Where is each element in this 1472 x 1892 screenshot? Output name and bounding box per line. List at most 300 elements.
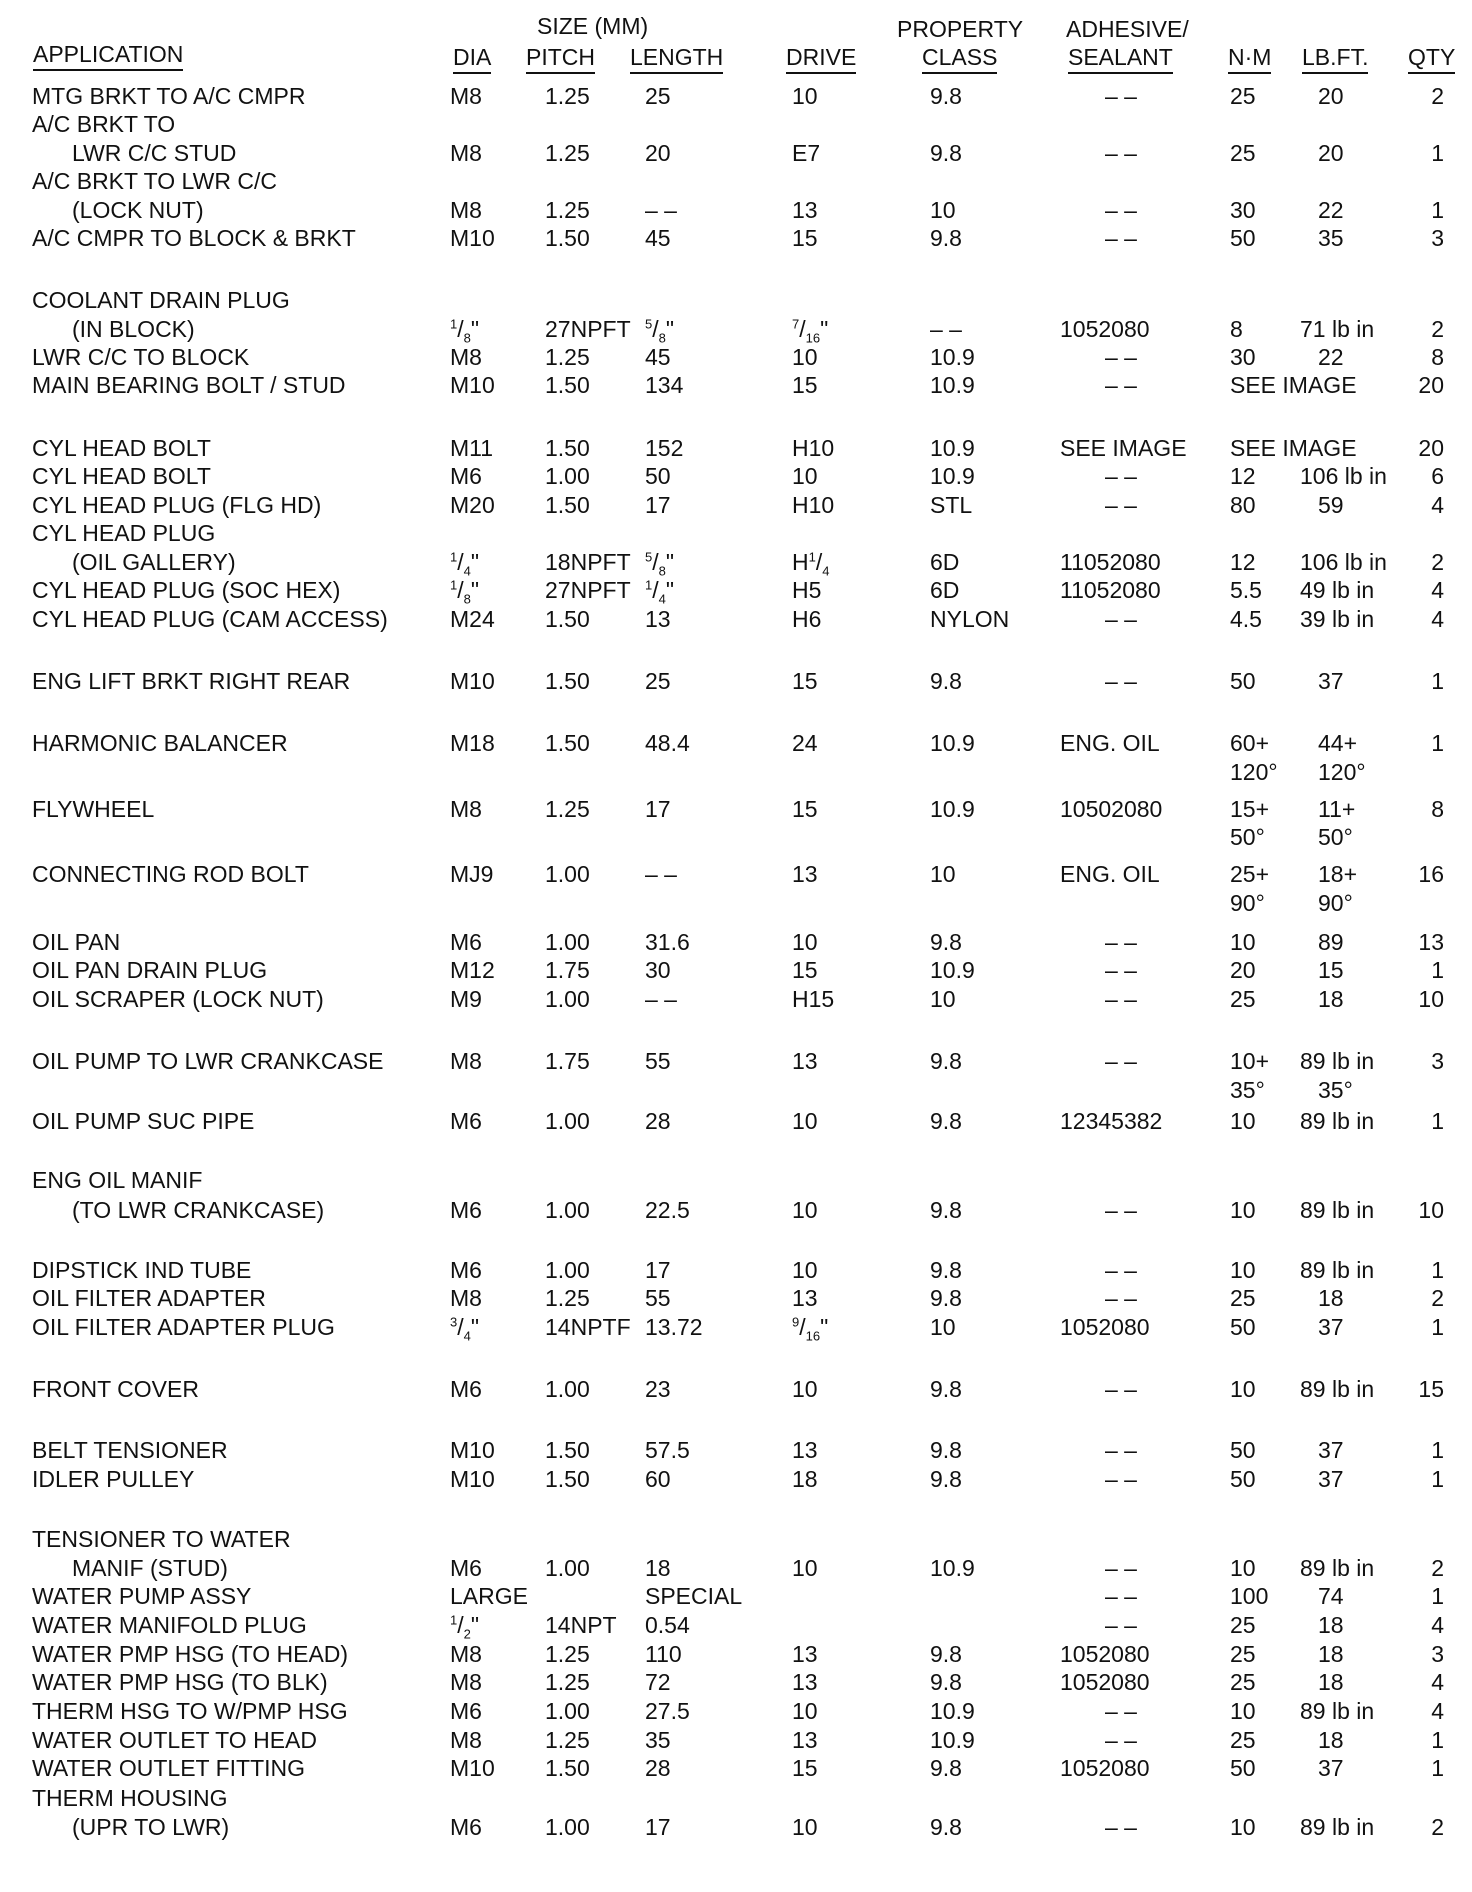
qty-cell: 4 [1431, 1669, 1444, 1695]
dia-cell-inch-mark: " [470, 577, 480, 603]
property-class-cell: 9.8 [930, 1376, 962, 1402]
application-cell: WATER OUTLET FITTING [32, 1755, 306, 1781]
pitch-cell: 1.75 [545, 1048, 590, 1074]
adhesive-sealant-cell: – – [1105, 344, 1137, 370]
application-cell: FLYWHEEL [32, 796, 155, 822]
qty-cell: 6 [1431, 463, 1444, 489]
application-cell: WATER PMP HSG (TO HEAD) [32, 1641, 349, 1667]
dia-cell-inch-mark: " [470, 1612, 480, 1638]
drive-cell: 10 [792, 1698, 818, 1724]
drive-cell-numerator: 9 [792, 1314, 800, 1330]
length-cell: 17 [645, 796, 671, 822]
dia-cell-inch-mark: " [470, 1314, 480, 1340]
lbft-cell: 71 lb in [1300, 316, 1375, 342]
application-cell: MTG BRKT TO A/C CMPR [32, 83, 306, 109]
qty-cell: 10 [1418, 1197, 1444, 1223]
lbft-cell: 37 [1318, 1466, 1344, 1492]
nm-heading: N·M [1228, 43, 1271, 74]
length-cell [645, 548, 675, 579]
nm-cell: 12 [1230, 463, 1256, 489]
lbft-cell: 50° [1318, 824, 1353, 850]
nm-cell: 15+ [1230, 796, 1270, 822]
dia-cell [450, 1313, 480, 1344]
lbft-cell: 18 [1318, 986, 1344, 1012]
drive-cell: 10 [792, 929, 818, 955]
application-cell: OIL FILTER ADAPTER [32, 1285, 266, 1311]
length-cell: 45 [645, 225, 671, 251]
pitch-heading: PITCH [526, 43, 595, 74]
nm-cell: 25 [1230, 1727, 1256, 1753]
qty-cell: 1 [1431, 1314, 1444, 1340]
adhesive-sealant-cell: 1052080 [1060, 1669, 1150, 1695]
application-heading: APPLICATION [33, 40, 183, 71]
length-cell: 20 [645, 140, 671, 166]
property-class-cell: 9.8 [930, 1466, 962, 1492]
application-cell: WATER PMP HSG (TO BLK) [32, 1669, 328, 1695]
nm-cell: 25 [1230, 986, 1256, 1012]
lbft-cell: 89 lb in [1300, 1197, 1375, 1223]
application-cell: OIL FILTER ADAPTER PLUG [32, 1314, 335, 1340]
nm-cell: 100 [1230, 1583, 1269, 1609]
lbft-cell: 89 lb in [1300, 1555, 1375, 1581]
lbft-cell: 44+ [1318, 730, 1358, 756]
drive-cell: H10 [792, 435, 835, 461]
length-cell: – – [645, 986, 677, 1012]
property-class-cell: 6D [930, 577, 960, 603]
property-class-cell: 9.8 [930, 83, 962, 109]
lbft-cell: 20 [1318, 140, 1344, 166]
drive-cell: 15 [792, 225, 818, 251]
property-class-cell: 10.9 [930, 435, 975, 461]
pitch-cell: 1.50 [545, 1437, 590, 1463]
qty-cell: 4 [1431, 606, 1444, 632]
application-cell: WATER OUTLET TO HEAD [32, 1727, 317, 1753]
lbft-cell: 89 [1318, 929, 1344, 955]
qty-cell: 1 [1431, 1466, 1444, 1492]
nm-cell: 25 [1230, 1669, 1256, 1695]
pitch-cell: 1.50 [545, 435, 590, 461]
dia-cell: LARGE [450, 1583, 528, 1609]
property-class-heading-line1: PROPERTY [897, 16, 1024, 42]
length-cell-denominator: 8 [658, 563, 666, 579]
application-cell: CYL HEAD PLUG (CAM ACCESS) [32, 606, 388, 632]
lbft-heading: LB.FT. [1302, 43, 1368, 74]
qty-cell: 1 [1431, 1108, 1444, 1134]
length-cell: 50 [645, 463, 671, 489]
length-cell: 152 [645, 435, 684, 461]
length-cell: 57.5 [645, 1437, 690, 1463]
property-class-cell: 9.8 [930, 668, 962, 694]
size-group-heading: SIZE (MM) [537, 13, 649, 39]
lbft-cell: 89 lb in [1300, 1814, 1375, 1840]
length-cell: 25 [645, 83, 671, 109]
dia-cell: M12 [450, 957, 495, 983]
length-cell: 35 [645, 1727, 671, 1753]
pitch-cell: 1.00 [545, 929, 590, 955]
qty-cell: 4 [1431, 492, 1444, 518]
nm-cell: 90° [1230, 890, 1265, 916]
qty-cell: 2 [1431, 1285, 1444, 1311]
dia-cell-numerator: 1 [450, 549, 458, 565]
nm-cell: 25 [1230, 83, 1256, 109]
adhesive-sealant-cell: – – [1105, 1583, 1137, 1609]
length-cell: 17 [645, 1814, 671, 1840]
nm-cell: 25+ [1230, 861, 1270, 887]
lbft-cell: 11+ [1318, 796, 1356, 822]
nm-cell: 20 [1230, 957, 1256, 983]
application-cell: WATER PUMP ASSY [32, 1583, 252, 1609]
length-cell-slash: / [652, 316, 659, 342]
application-cell: TENSIONER TO WATER [32, 1526, 291, 1552]
length-cell: 25 [645, 668, 671, 694]
application-cell: COOLANT DRAIN PLUG [32, 287, 290, 313]
property-class-cell: STL [930, 492, 973, 518]
drive-cell [792, 548, 830, 579]
dia-cell: M6 [450, 1197, 482, 1223]
drive-cell: 13 [792, 1285, 818, 1311]
property-class-cell: 10.9 [930, 344, 975, 370]
lbft-cell: 59 [1318, 492, 1344, 518]
property-class-cell: 9.8 [930, 1437, 962, 1463]
application-cell: BELT TENSIONER [32, 1437, 228, 1463]
length-cell: 22.5 [645, 1197, 690, 1223]
adhesive-sealant-cell: – – [1105, 606, 1137, 632]
dia-cell: M6 [450, 929, 482, 955]
adhesive-sealant-cell: – – [1105, 1285, 1137, 1311]
lbft-cell: 120° [1318, 759, 1366, 785]
adhesive-sealant-cell: – – [1105, 1197, 1137, 1223]
length-cell: 55 [645, 1048, 671, 1074]
pitch-cell: 1.00 [545, 1698, 590, 1724]
dia-cell: M11 [450, 435, 494, 461]
adhesive-sealant-cell: – – [1105, 1437, 1137, 1463]
pitch-cell: 1.00 [545, 861, 590, 887]
lbft-cell: 18 [1318, 1727, 1344, 1753]
lbft-cell: 18 [1318, 1641, 1344, 1667]
adhesive-sealant-cell: 11052080 [1060, 549, 1161, 575]
lbft-cell: 89 lb in [1300, 1108, 1375, 1134]
property-class-cell: NYLON [930, 606, 1010, 632]
application-cell: CONNECTING ROD BOLT [32, 861, 309, 887]
nm-cell: 10 [1230, 1257, 1256, 1283]
drive-cell: H6 [792, 606, 822, 632]
adhesive-sealant-cell: – – [1105, 1466, 1137, 1492]
application-cell: A/C BRKT TO LWR C/C [32, 168, 277, 194]
qty-cell: 1 [1431, 1437, 1444, 1463]
qty-cell: 2 [1431, 1814, 1444, 1840]
drive-cell-prefix: H [792, 549, 809, 575]
property-class-cell: 10 [930, 1314, 956, 1340]
property-class-cell: 9.8 [930, 929, 962, 955]
dia-cell: M10 [450, 225, 495, 251]
nm-cell: 10 [1230, 1376, 1256, 1402]
property-class-cell: 10.9 [930, 463, 975, 489]
drive-cell-numerator: 1 [808, 549, 816, 565]
pitch-cell: 14NPT [545, 1612, 617, 1638]
nm-cell: 10 [1230, 1698, 1256, 1724]
drive-cell [792, 315, 829, 346]
lbft-cell: 22 [1318, 197, 1344, 223]
dia-cell: M8 [450, 1048, 482, 1074]
nm-cell: 25 [1230, 1641, 1256, 1667]
length-cell: 27.5 [645, 1698, 690, 1724]
adhesive-heading-line1: ADHESIVE/ [1066, 16, 1189, 42]
application-cell: CYL HEAD BOLT [32, 435, 211, 461]
nm-cell: 80 [1230, 492, 1256, 518]
qty-cell: 3 [1431, 225, 1444, 251]
qty-cell: 15 [1418, 1376, 1444, 1402]
length-cell: 18 [645, 1555, 671, 1581]
nm-cell: 10 [1230, 1555, 1256, 1581]
dia-cell: M6 [450, 1257, 482, 1283]
lbft-cell: 37 [1318, 1437, 1344, 1463]
nm-cell: 5.5 [1230, 577, 1262, 603]
adhesive-sealant-cell: – – [1105, 1376, 1137, 1402]
lbft-cell: 89 lb in [1300, 1257, 1375, 1283]
drive-cell: 10 [792, 1197, 818, 1223]
length-cell: 13.72 [645, 1314, 703, 1340]
length-cell: 31.6 [645, 929, 690, 955]
pitch-cell: 1.00 [545, 1814, 590, 1840]
lbft-cell: 18+ [1318, 861, 1358, 887]
drive-cell: 18 [792, 1466, 818, 1492]
drive-cell-numerator: 7 [792, 316, 800, 332]
length-cell: 134 [645, 372, 684, 398]
drive-cell: 10 [792, 1108, 818, 1134]
property-class-cell: 10.9 [930, 957, 975, 983]
pitch-cell: 1.25 [545, 344, 590, 370]
application-cell: CYL HEAD PLUG [32, 520, 216, 546]
pitch-cell: 1.00 [545, 1555, 590, 1581]
dia-cell-slash: / [457, 1612, 464, 1638]
lbft-cell: 18 [1318, 1612, 1344, 1638]
adhesive-sealant-cell: – – [1105, 463, 1137, 489]
dia-cell: M6 [450, 1108, 482, 1134]
nm-cell: 30 [1230, 344, 1256, 370]
length-cell: – – [645, 197, 677, 223]
property-class-cell: 10.9 [930, 372, 975, 398]
lbft-cell: 37 [1318, 1755, 1344, 1781]
application-cell: LWR C/C STUD [72, 140, 237, 166]
lbft-cell: 35 [1318, 225, 1344, 251]
dia-cell [450, 548, 480, 579]
adhesive-sealant-cell: – – [1105, 140, 1137, 166]
drive-cell: 10 [792, 83, 818, 109]
pitch-cell: 27NPFT [545, 577, 631, 603]
dia-cell: MJ9 [450, 861, 494, 887]
property-class-cell: 9.8 [930, 1755, 962, 1781]
application-cell: OIL PUMP TO LWR CRANKCASE [32, 1048, 384, 1074]
property-class-cell: 9.8 [930, 1048, 962, 1074]
nm-cell: 50 [1230, 1755, 1256, 1781]
lbft-cell: 37 [1318, 1314, 1344, 1340]
qty-cell: 1 [1431, 730, 1444, 756]
drive-cell-slash: / [799, 1314, 806, 1340]
drive-cell: 13 [792, 1641, 818, 1667]
dia-cell: M8 [450, 1669, 482, 1695]
dia-cell-slash: / [457, 549, 464, 575]
dia-cell [450, 1611, 480, 1642]
dia-cell-denominator: 8 [463, 591, 471, 607]
drive-cell: 13 [792, 861, 818, 887]
property-class-cell: 10.9 [930, 1727, 975, 1753]
property-class-heading-line2: CLASS [922, 43, 997, 74]
qty-cell: 1 [1431, 1727, 1444, 1753]
nm-cell: 10 [1230, 1814, 1256, 1840]
drive-cell: 10 [792, 463, 818, 489]
pitch-cell: 1.00 [545, 1197, 590, 1223]
pitch-cell: 1.00 [545, 1376, 590, 1402]
length-cell: 110 [645, 1641, 682, 1667]
qty-cell: 16 [1418, 861, 1444, 887]
dia-cell-numerator: 1 [450, 1612, 458, 1628]
nm-cell: 25 [1230, 140, 1256, 166]
length-cell: 48.4 [645, 730, 690, 756]
length-cell: 17 [645, 1257, 671, 1283]
qty-cell: 8 [1431, 344, 1444, 370]
drive-cell: 13 [792, 1669, 818, 1695]
length-cell: 23 [645, 1376, 671, 1402]
dia-cell-slash: / [457, 577, 464, 603]
drive-cell: H15 [792, 986, 835, 1012]
drive-cell-denominator: 4 [822, 563, 830, 579]
drive-cell: 15 [792, 668, 818, 694]
dia-cell: M8 [450, 1641, 482, 1667]
length-cell: 55 [645, 1285, 671, 1311]
property-class-cell: 10 [930, 986, 956, 1012]
property-class-cell: 9.8 [930, 140, 962, 166]
length-cell-slash: / [652, 549, 659, 575]
application-cell: MANIF (STUD) [72, 1555, 228, 1581]
qty-cell: 2 [1431, 1555, 1444, 1581]
nm-cell: 4.5 [1230, 606, 1262, 632]
pitch-cell: 1.50 [545, 730, 590, 756]
length-cell: 45 [645, 344, 671, 370]
length-cell [645, 315, 675, 346]
application-cell: (UPR TO LWR) [72, 1814, 230, 1840]
pitch-cell: 1.50 [545, 1466, 590, 1492]
qty-cell: 20 [1418, 372, 1444, 398]
lbft-cell: 18 [1318, 1285, 1344, 1311]
dia-cell-denominator: 8 [463, 330, 471, 346]
qty-cell: 3 [1431, 1641, 1444, 1667]
drive-cell-slash: / [799, 316, 806, 342]
dia-cell: M8 [450, 344, 482, 370]
property-class-cell: 9.8 [930, 1641, 962, 1667]
adhesive-sealant-cell: 12345382 [1060, 1108, 1163, 1134]
drive-cell [792, 1313, 829, 1344]
application-cell: WATER MANIFOLD PLUG [32, 1612, 307, 1638]
property-class-cell: 10.9 [930, 1555, 975, 1581]
drive-cell: 15 [792, 957, 818, 983]
adhesive-sealant-cell: 1052080 [1060, 1641, 1150, 1667]
application-cell: DIPSTICK IND TUBE [32, 1257, 252, 1283]
pitch-cell: 1.25 [545, 796, 590, 822]
drive-cell: 10 [792, 1555, 818, 1581]
application-cell: A/C CMPR TO BLOCK & BRKT [32, 225, 356, 251]
nm-cell: 30 [1230, 197, 1256, 223]
application-cell: OIL SCRAPER (LOCK NUT) [32, 986, 324, 1012]
pitch-cell: 1.50 [545, 492, 590, 518]
lbft-cell: 89 lb in [1300, 1698, 1375, 1724]
drive-cell: E7 [792, 140, 821, 166]
nm-cell: 8 [1230, 316, 1243, 342]
qty-cell: 1 [1431, 668, 1444, 694]
application-cell: CYL HEAD PLUG (FLG HD) [32, 492, 322, 518]
property-class-cell: 10 [930, 197, 956, 223]
application-cell: IDLER PULLEY [32, 1466, 195, 1492]
adhesive-sealant-cell: SEE IMAGE [1060, 435, 1187, 461]
lbft-cell: 89 lb in [1300, 1048, 1375, 1074]
dia-cell-denominator: 4 [463, 563, 471, 579]
drive-cell: 15 [792, 372, 818, 398]
drive-cell: 15 [792, 1755, 818, 1781]
dia-cell: M6 [450, 1814, 482, 1840]
pitch-cell: 1.50 [545, 606, 590, 632]
length-cell: – – [645, 861, 677, 887]
dia-cell: M10 [450, 372, 495, 398]
drive-cell: 10 [792, 1376, 818, 1402]
property-class-cell: 10.9 [930, 730, 975, 756]
lbft-cell: 74 [1318, 1583, 1344, 1609]
nm-cell: 25 [1230, 1612, 1256, 1638]
drive-cell: H5 [792, 577, 822, 603]
application-cell: MAIN BEARING BOLT / STUD [32, 372, 346, 398]
lbft-cell: 89 lb in [1300, 1376, 1375, 1402]
dia-cell: M8 [450, 197, 482, 223]
application-cell: (OIL GALLERY) [72, 549, 236, 575]
dia-cell-numerator: 1 [450, 316, 458, 332]
qty-cell: 4 [1431, 1698, 1444, 1724]
pitch-cell: 1.50 [545, 1755, 590, 1781]
nm-cell: 35° [1230, 1077, 1265, 1103]
lbft-cell: 15 [1318, 957, 1344, 983]
property-class-cell: – – [930, 316, 962, 342]
property-class-cell: 10.9 [930, 796, 975, 822]
pitch-cell: 1.25 [545, 197, 590, 223]
adhesive-sealant-cell: – – [1105, 492, 1137, 518]
drive-cell: 13 [792, 1048, 818, 1074]
property-class-cell: 9.8 [930, 1285, 962, 1311]
adhesive-sealant-cell: 1052080 [1060, 316, 1150, 342]
nm-cell: 120° [1230, 759, 1278, 785]
property-class-cell: 9.8 [930, 225, 962, 251]
application-cell: (IN BLOCK) [72, 316, 195, 342]
adhesive-sealant-cell: ENG. OIL [1060, 861, 1160, 887]
lbft-cell: 90° [1318, 890, 1353, 916]
drive-cell: 13 [792, 197, 818, 223]
qty-cell: 2 [1431, 549, 1444, 575]
lbft-cell: 49 lb in [1300, 577, 1375, 603]
qty-cell: 2 [1431, 83, 1444, 109]
length-cell [645, 576, 675, 607]
length-cell: 17 [645, 492, 671, 518]
lbft-cell: 37 [1318, 668, 1344, 694]
application-cell: HARMONIC BALANCER [32, 730, 288, 756]
drive-cell: H10 [792, 492, 835, 518]
dia-cell: M6 [450, 1555, 482, 1581]
application-cell: THERM HOUSING [32, 1785, 228, 1811]
lbft-cell: 106 lb in [1300, 463, 1387, 489]
nm-cell: 25 [1230, 1285, 1256, 1311]
dia-cell: M8 [450, 796, 482, 822]
length-cell-denominator: 4 [658, 591, 666, 607]
adhesive-sealant-cell: – – [1105, 1257, 1137, 1283]
length-cell-numerator: 5 [645, 316, 653, 332]
pitch-cell: 1.75 [545, 957, 590, 983]
qty-cell: 1 [1431, 1755, 1444, 1781]
drive-cell: 13 [792, 1727, 818, 1753]
